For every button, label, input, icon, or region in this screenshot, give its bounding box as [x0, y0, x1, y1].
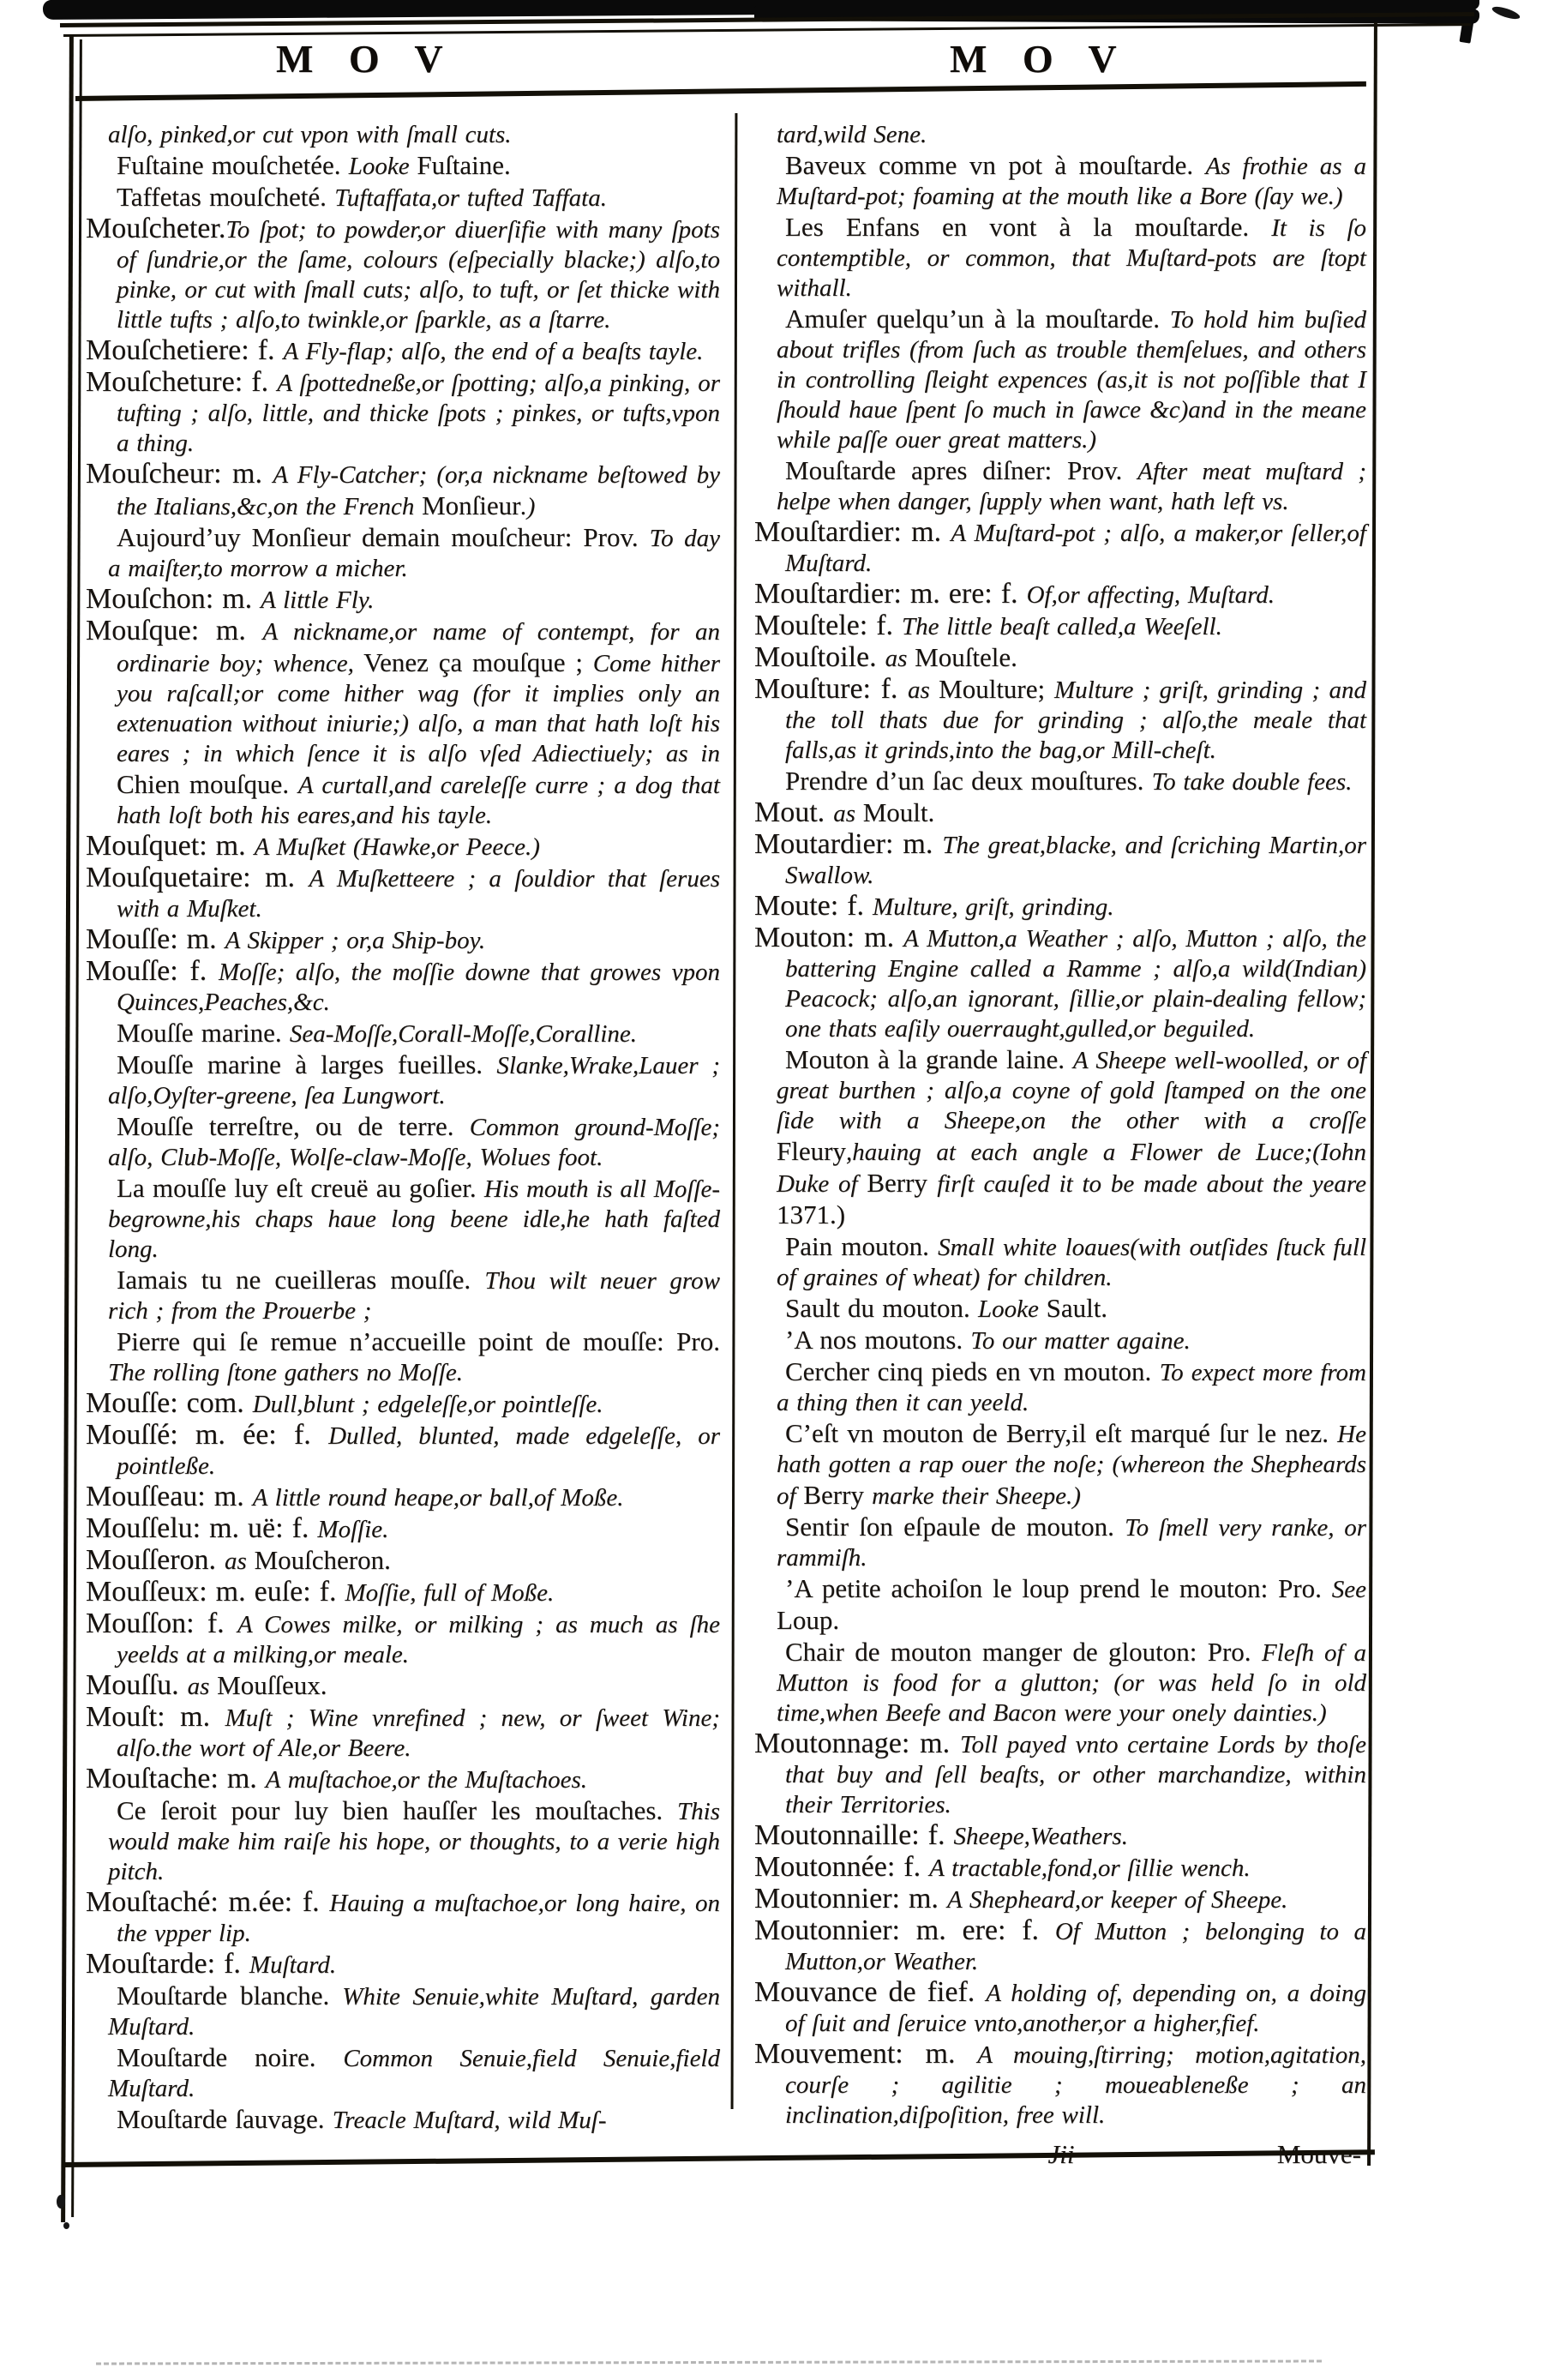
dictionary-entry	[754, 578, 1366, 610]
entry-segment: A tractable,fond,or ſillie wench.	[929, 1854, 1251, 1882]
entry-segment: Mouſtele.	[915, 642, 1017, 672]
entry-segment: Small white loaues(with outſides ſtuck full of graines of wheat) for children.	[777, 1234, 1367, 1291]
entry-segment: Thou wilt neuer grow rich ; from the Prouerbe ;	[108, 1267, 720, 1325]
entry-segment: Mouſtache: m.	[86, 1763, 266, 1794]
entry-segment: See	[1331, 1576, 1366, 1603]
dictionary-entry	[754, 1728, 1366, 1820]
dictionary-entry	[86, 830, 720, 862]
entry-segment: Fuſtaine mouſchetée.	[117, 150, 349, 180]
entry-segment: Moſſie.	[317, 1516, 389, 1543]
entry-segment: Mouſſeux.	[217, 1670, 327, 1700]
entry-segment: Les Enfans en vont à la mouſtarde.	[785, 212, 1272, 242]
entry-segment: Mouſque: m.	[86, 615, 263, 646]
entry-segment: Cercher cinq pieds en vn mouton.	[785, 1356, 1160, 1386]
entry-segment: Sea-Moſſe,Corall-Moſſe,Coralline.	[289, 1020, 638, 1048]
entry-segment: Mouſtoile.	[754, 641, 885, 673]
dictionary-subentry	[777, 1231, 1366, 1293]
entry-segment: After meat muſtard ; helpe when danger, ſupply when want, hath left vs.	[777, 458, 1367, 515]
entry-segment: Moutonnée: f.	[754, 1851, 930, 1883]
dictionary-subentry	[777, 304, 1366, 455]
entry-segment: Mouſſe: m.	[86, 923, 225, 955]
dictionary-entry	[86, 1419, 720, 1481]
running-header-right: M O V	[950, 37, 1123, 81]
entry-segment: The rolling ſtone gathers no Moſſe.	[108, 1359, 464, 1386]
dictionary-entry	[754, 610, 1366, 642]
entry-segment: Baveux comme vn pot à mouſtarde.	[785, 150, 1206, 180]
entry-segment: The great,blacke, and ſcriching Martin,or Swallow.	[785, 832, 1366, 889]
entry-segment: Mouſſé: m. ée: f.	[86, 1419, 329, 1451]
entry-segment: Mouſtarde: f.	[86, 1948, 249, 1980]
entry-segment: The little beaſt called,a Weeſell.	[902, 613, 1222, 640]
entry-segment: To take double fees.	[1151, 768, 1353, 796]
dictionary-subentry	[777, 1418, 1366, 1512]
entry-segment: Mouſſe marine à larges fueilles.	[117, 1049, 497, 1079]
dictionary-entry	[86, 862, 720, 924]
dictionary-entry	[86, 213, 720, 335]
header-rule	[75, 81, 1366, 101]
entry-segment: C’eſt vn mouton de Berry,il eſt marqué ſur le nez.	[785, 1418, 1338, 1448]
dictionary-subentry	[108, 1111, 720, 1173]
entry-segment: Sheepe,Weathers.	[953, 1823, 1128, 1850]
column-body-right	[754, 120, 1366, 2131]
entry-segment: ’A nos moutons.	[785, 1325, 971, 1355]
entry-segment: Iamais tu ne cueilleras mouſſe.	[117, 1265, 485, 1295]
dictionary-entry	[86, 1608, 720, 1670]
dictionary-entry	[86, 1701, 720, 1764]
entry-segment: A Fly-Catcher; (or,a nickname beſtowed by the Italians,&c,on the French	[117, 461, 721, 520]
entry-segment: Mouſtarde apres diſner: Prov.	[785, 455, 1138, 485]
entry-segment: To ſpot; to powder,or diuerſifie with many ſpots of ſundrie,or the ſame, colours (eſpecially blacke;) alſo,to pinke, or cut with ſmall cuts; alſo, to tuft, or ſet thicke with little tufts ; alſo,to twinkle,or ſparkle, as a ſtarre.	[117, 216, 720, 334]
entry-segment: Moulture;	[939, 674, 1054, 704]
entry-segment: Mouſquetaire: m.	[86, 862, 309, 893]
dictionary-subentry	[777, 1637, 1366, 1728]
entry-segment: A Muſket (Hawke,or Peece.)	[254, 833, 540, 861]
dictionary-entry	[754, 641, 1366, 674]
entry-continuation	[108, 120, 720, 150]
dictionary-subentry	[108, 2104, 720, 2136]
dictionary-entry	[86, 923, 720, 956]
entry-segment: Moutardier: m.	[754, 828, 943, 860]
entry-segment: Pierre qui ſe remue n’accueille point de mouſſe: Pro.	[117, 1326, 720, 1356]
entry-segment: Aujourd’uy Monſieur demain mouſcheur: Prov.	[117, 522, 650, 552]
entry-segment: A Muſtard-pot ; alſo, a maker,or ſeller,of Muſtard.	[785, 520, 1366, 577]
entry-segment: Slanke,Wrake,Lauer ; alſo,Oyſter-greene, ſea Lungwort.	[108, 1052, 720, 1109]
entry-segment: as	[833, 800, 863, 827]
entry-segment: Mouſt: m.	[86, 1701, 225, 1733]
entry-segment: Muſtard.	[249, 1951, 337, 1979]
entry-segment: Muſt ; Wine vnrefined ; new, or ſweet Wine; alſo.the wort of Ale,or Beere.	[117, 1704, 720, 1762]
column-divider	[731, 113, 738, 2109]
entry-segment: Mouſſeron.	[86, 1544, 225, 1576]
entry-segment: Moute: f.	[754, 890, 873, 922]
dictionary-subentry	[777, 1512, 1366, 1573]
dictionary-subentry	[108, 182, 720, 213]
dictionary-entry	[86, 1763, 720, 1795]
entry-segment: He hath gotten a rap ouer the noſe; (whereon the Shepheards of	[777, 1421, 1366, 1510]
dictionary-entry	[754, 516, 1366, 579]
running-header-left: M O V	[276, 37, 449, 81]
entry-segment: Mouſtarde blanche.	[117, 1980, 343, 2010]
entry-segment: Of,or affecting, Muſtard.	[1026, 581, 1275, 609]
entry-segment: Amuſer quelqu’un à la mouſtarde.	[785, 304, 1170, 334]
entry-segment: Mouſtardier: m. ere: f.	[754, 578, 1027, 610]
ink-speck	[1491, 4, 1521, 21]
entry-segment: Mouſcheur: m.	[86, 458, 273, 490]
entry-segment: Moutonnier: m. ere: f.	[754, 1914, 1055, 1946]
entry-segment: To our matter againe.	[970, 1327, 1191, 1355]
dictionary-subentry	[777, 455, 1366, 517]
entry-segment: Dull,blunt ; edgeleſſe,or pointleſſe.	[252, 1391, 603, 1418]
dictionary-entry	[86, 334, 720, 367]
dictionary-entry	[754, 1819, 1366, 1852]
entry-segment: It is ſo contemptible, or common, that Muſtard-pots are ſtopt withall.	[777, 214, 1366, 302]
entry-segment: Looke	[977, 1295, 1047, 1323]
dictionary-entry	[754, 1883, 1366, 1915]
entry-segment: To ſmell very ranke, or rammiſh.	[777, 1514, 1366, 1572]
entry-segment: Hauing a muſtachoe,or long haire, on the vpper lip.	[117, 1890, 720, 1947]
scan-bottom-line	[96, 2360, 1322, 2365]
dictionary-subentry	[777, 1573, 1366, 1637]
entry-segment: Mout.	[754, 796, 834, 828]
entry-segment: This would make him raiſe his hope, or thoughts, to a verie high pitch.	[108, 1798, 720, 1885]
entry-segment: A Muſketteere ; a ſouldior that ſerues with a Muſket.	[117, 865, 720, 923]
entry-segment: Moſſie, full of Moße.	[345, 1579, 555, 1607]
entry-segment: A Fly-flap; alſo, the end of a beaſts tayle.	[283, 338, 704, 365]
entry-segment: Mouſſe: com.	[86, 1387, 253, 1419]
dictionary-subentry	[108, 1265, 720, 1326]
entry-segment: Mouton: m.	[754, 922, 904, 953]
entry-segment: Sault.	[1046, 1293, 1108, 1323]
entry-segment: as	[225, 1548, 255, 1575]
entry-segment: Chair de mouton manger de glouton: Pro.	[785, 1637, 1262, 1667]
dictionary-entry	[754, 796, 1366, 829]
entry-segment: A Skipper ; or,a Ship-boy.	[225, 927, 486, 954]
dictionary-entry	[86, 1948, 720, 1980]
entry-segment: Mouſſon: f.	[86, 1608, 237, 1639]
dictionary-subentry	[777, 1325, 1366, 1356]
entry-segment: Berry	[803, 1480, 873, 1510]
entry-segment: Moutonnaille: f.	[754, 1819, 954, 1851]
dictionary-subentry	[108, 522, 720, 584]
dictionary-subentry	[777, 212, 1366, 304]
entry-segment: Mouſſeau: m.	[86, 1481, 253, 1512]
frame-left-rule-inner	[71, 39, 82, 2217]
entry-segment: Mouvance de fief.	[754, 1976, 987, 2008]
dictionary-subentry	[108, 1326, 720, 1388]
entry-segment: Mouſchetiere: f.	[86, 334, 284, 366]
entry-segment: Mouvement: m.	[754, 2038, 978, 2070]
entry-segment: A little round heape,or ball,of Moße.	[252, 1484, 624, 1512]
dictionary-entry	[86, 1886, 720, 1949]
entry-segment: A holding of, depending on, a doing of ſuit and ſeruice vnto,another,or a higher,fief.	[785, 1980, 1366, 2037]
entry-continuation	[777, 120, 1366, 150]
entry-segment: as	[187, 1673, 218, 1700]
entry-segment: Mouſcheron.	[254, 1545, 391, 1575]
entry-segment: Mouton à la grande laine.	[785, 1044, 1073, 1074]
entry-segment: A ſpottedneße,or ſpotting; alſo,a pinking, or tufting ; alſo, little, and thicke ſpots ; pinkes, or tufts,vpon a thing.	[117, 370, 720, 457]
entry-segment: Prendre d’un ſac deux mouſtures.	[785, 766, 1152, 796]
entry-segment: A curtall,and careleſſe curre ; a dog that hath loſt both his eares,and his tayle.	[117, 772, 720, 829]
entry-segment: Mouſchon: m.	[86, 583, 261, 615]
entry-segment: Moſſe; alſo, the moſſie downe that growes vpon Quinces,Peaches,&c.	[117, 959, 721, 1016]
entry-segment: marke their Sheepe.)	[872, 1482, 1081, 1510]
entry-segment: White Senuie,white Muſtard, garden Muſtard.	[108, 1983, 720, 2040]
column-right	[754, 120, 1366, 2169]
entry-segment: Mouſquet: m.	[86, 830, 255, 862]
dictionary-subentry	[108, 2042, 720, 2104]
entry-segment: Multure ; griſt, grinding ; and the toll thats due for grinding ; alſo,the meale that falls,as it grinds,into the bag,or Mill-cheſt.	[785, 676, 1366, 764]
entry-segment: A Mutton,a Weather ; alſo, Mutton ; alſo, the battering Engine called a Ramme ; alſo,a wild(Indian) Peacock; alſo,an ignorant, ſillie,or plain-dealing fellow; one thats eaſily ouerraught,gulled,or beguiled.	[785, 925, 1366, 1043]
entry-segment: La mouſſe luy eſt creuë au goſier.	[117, 1173, 484, 1203]
dictionary-entry	[754, 828, 1366, 891]
entry-segment: Moutonnier: m.	[754, 1883, 947, 1914]
entry-segment: Mouſſeux: m. euſe: f.	[86, 1576, 345, 1608]
entry-segment: as	[885, 645, 915, 672]
entry-segment: Monſieur	[422, 490, 521, 520]
entry-segment: ’A petite achoiſon le loup prend le mouton: Pro.	[785, 1573, 1332, 1603]
entry-segment: Sault du mouton.	[785, 1293, 978, 1323]
entry-segment: Come hither you raſcall;or come hither wag (for it implies only an extenuation without iniurie;) alſo, a man that hath loſt his eares ; in which ſence it is alſo vſed Adiectiuely; as in	[117, 650, 720, 767]
entry-segment: A Sheepe well-woolled, or of great burthen ; alſo,a coyne of gold ſtamped on the one ſide with a Sheepe,on the other with a croſſe	[777, 1047, 1366, 1134]
entry-segment: As frothie as a Muſtard-pot; foaming at the mouth like a Bore (ſay we.)	[777, 153, 1366, 210]
frame-right-rule	[1367, 22, 1377, 2166]
entry-segment: Mouſſu.	[86, 1669, 188, 1701]
entry-segment: firſt cauſed it to be made about the yeare	[937, 1170, 1366, 1198]
dictionary-entry	[754, 1976, 1366, 2039]
entry-segment: Fuſtaine.	[417, 150, 511, 180]
entry-segment: A little Fly.	[261, 586, 375, 614]
ink-speck	[57, 2195, 65, 2209]
dictionary-entry	[754, 1914, 1366, 1977]
entry-segment: Common ground-Moſſe; alſo, Club-Moſſe, Wolſe-claw-Moſſe, Wolues foot.	[108, 1114, 720, 1171]
dictionary-entry	[754, 673, 1366, 766]
dictionary-subentry	[777, 1293, 1366, 1325]
entry-segment: alſo, pinked,or cut vpon with ſmall cuts.	[108, 121, 512, 148]
entry-segment: A Cowes milke, or milking ; as much as ſhe yeelds at a milking,or meale.	[117, 1611, 720, 1668]
column-body-left	[86, 120, 720, 2136]
dictionary-entry	[754, 2038, 1367, 2131]
entry-segment: Pain mouton.	[785, 1231, 939, 1261]
entry-segment: To expect more from a thing then it can yeeld.	[777, 1359, 1366, 1416]
dictionary-entry	[86, 1512, 720, 1545]
entry-segment: Loup.	[777, 1605, 840, 1635]
entry-segment: Mouſcheture: f.	[86, 366, 278, 398]
entry-segment: A mouing,ſtirring; motion,agitation, courſe ; agilitie ; moueableneße ; an inclination,diſpoſition, free will.	[785, 2041, 1367, 2129]
entry-segment: Mouſſelu: m. uë: f.	[86, 1512, 318, 1544]
entry-segment: Moutonnage: m.	[754, 1728, 960, 1759]
entry-segment: Mouſture: f.	[754, 673, 908, 705]
entry-segment: Multure, griſt, grinding.	[873, 893, 1114, 921]
entry-segment: Chien mouſque.	[117, 769, 298, 799]
dictionary-subentry	[108, 1795, 720, 1887]
entry-segment: Of Mutton ; belonging to a Mutton,or Weather.	[785, 1918, 1366, 1975]
entry-segment: Treacle Muſtard, wild Muſ-	[332, 2107, 607, 2134]
dictionary-subentry	[108, 1049, 720, 1111]
dictionary-subentry	[777, 1356, 1366, 1418]
entry-segment: Mouſtaché: m.ée: f.	[86, 1886, 330, 1918]
entry-segment: Moult.	[862, 797, 935, 827]
dictionary-subentry	[777, 150, 1366, 212]
dictionary-entry	[754, 890, 1366, 923]
entry-segment: Mouſtarde ſauvage.	[117, 2104, 333, 2134]
entry-segment: A Shepheard,or keeper of Sheepe.	[946, 1886, 1288, 1914]
entry-segment: Sentir ſon eſpaule de mouton.	[785, 1512, 1125, 1542]
dictionary-subentry	[777, 1044, 1366, 1231]
entry-segment: Fleſh of a Mutton is food for a glutton; (or was held ſo in old time,when Beefe and Bacon were your onely dainties.)	[777, 1639, 1366, 1727]
entry-segment: Mouſſe marine.	[117, 1018, 290, 1048]
dictionary-entry	[86, 583, 720, 616]
entry-segment: tard,wild Sene.	[777, 121, 927, 148]
dictionary-entry	[754, 922, 1366, 1044]
dictionary-entry	[86, 1669, 720, 1702]
dictionary-entry	[86, 955, 721, 1018]
entry-segment: Tuftaffata,or tufted Taffata.	[334, 184, 607, 212]
dictionary-subentry	[108, 1173, 720, 1265]
entry-segment: ,hauing at each angle a Flower de Luce;(Iohn Duke of	[777, 1139, 1366, 1198]
entry-segment: Dulled, blunted, made edgeleſſe, or pointleße.	[117, 1422, 720, 1480]
entry-segment: Mouſſe terreſtre, ou de terre.	[117, 1111, 470, 1141]
dictionary-entry	[86, 1481, 720, 1513]
dictionary-subentry	[777, 766, 1366, 797]
entry-segment: His mouth is all Moſſe-begrowne,his chaps haue long beene idle,he hath faſted long.	[108, 1175, 720, 1263]
dictionary-subentry	[108, 1018, 720, 1049]
entry-segment: Taffetas mouſcheté.	[117, 182, 335, 212]
entry-segment: To day a maiſter,to morrow a micher.	[108, 525, 720, 582]
dictionary-subentry	[108, 1980, 720, 2042]
entry-segment: Ce ſeroit pour luy bien hauſſer les mouſtaches.	[117, 1795, 678, 1825]
entry-segment: Common Senuie,field Senuie,field Muſtard.	[108, 2045, 720, 2102]
dictionary-entry	[86, 1576, 720, 1608]
dictionary-entry	[754, 1851, 1366, 1884]
entry-segment: Berry	[867, 1168, 938, 1198]
entry-segment: Toll payed vnto certaine Lords by thoſe that buy and ſell beaſts, or other marchandize, within their Territories.	[785, 1731, 1366, 1818]
dictionary-subentry	[108, 150, 720, 182]
dictionary-entry	[86, 366, 720, 459]
entry-segment: A muſtachoe,or the Muſtachoes.	[265, 1766, 588, 1794]
entry-segment: Venez ça mouſque ;	[363, 647, 593, 677]
dictionary-entry	[86, 615, 720, 831]
entry-segment: Mouſſe: f.	[86, 955, 219, 987]
dictionary-entry	[86, 458, 721, 522]
ink-speck	[63, 2222, 69, 2229]
entry-segment: Mouſtarde noire.	[117, 2042, 344, 2072]
column-left	[86, 120, 720, 2136]
entry-segment: .)	[520, 493, 536, 520]
entry-segment: 1371.)	[777, 1199, 846, 1229]
dictionary-entry	[86, 1544, 720, 1577]
entry-segment: Mouſcheter.	[86, 213, 226, 244]
entry-segment: Fleury	[777, 1136, 846, 1166]
entry-segment: Mouſtardier: m.	[754, 516, 951, 548]
entry-segment: Mouſtele: f.	[754, 610, 903, 641]
dictionary-entry	[86, 1387, 720, 1420]
entry-segment: Looke	[348, 153, 417, 180]
entry-segment: as	[908, 676, 939, 704]
entry-segment: To hold him buſied about trifles (from ſuch as trouble themſelues, and others in controlling ſleight expences (as,it is not poſſible that I ſhould haue ſpent ſo much in ſawce &c)and in the meane while paſſe ouer great matters.)	[777, 306, 1367, 454]
entry-segment: A nickname,or name of contempt, for an ordinarie boy; whence,	[117, 618, 720, 677]
